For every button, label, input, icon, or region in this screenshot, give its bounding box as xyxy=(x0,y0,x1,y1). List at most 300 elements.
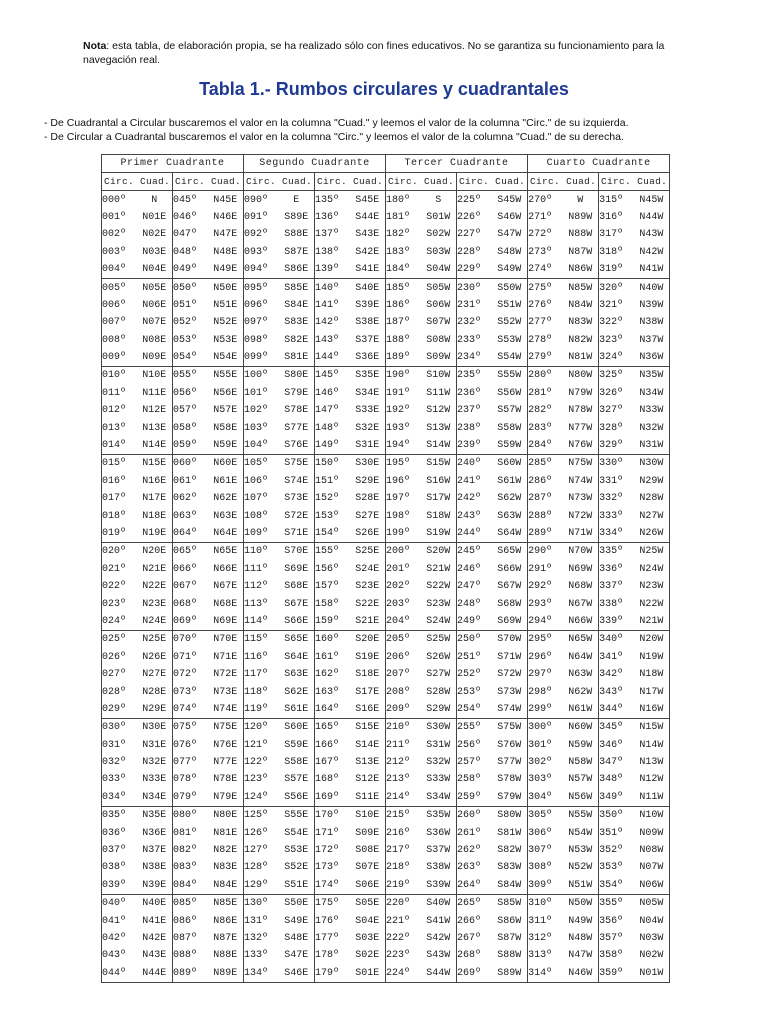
circ-cell: 246º xyxy=(457,561,492,578)
cuad-cell: S21E xyxy=(350,613,386,631)
cuad-cell: N44W xyxy=(634,209,670,226)
circ-cell: 023º xyxy=(102,595,137,612)
circ-cell: 217º xyxy=(386,842,421,859)
circ-cell: 290º xyxy=(528,543,563,561)
table-row xyxy=(102,842,670,859)
cuad-cell: S54W xyxy=(492,349,528,367)
table-row xyxy=(102,719,670,737)
cuad-cell: S02W xyxy=(421,226,457,243)
circ-cell: 085º xyxy=(173,895,208,913)
circ-cell: 233º xyxy=(457,332,492,349)
cuad-cell: N46W xyxy=(563,965,599,983)
circ-cell: 154º xyxy=(315,525,350,543)
circ-cell: 348º xyxy=(599,771,634,788)
cuad-cell: S85W xyxy=(492,895,528,913)
circ-cell: 139º xyxy=(315,261,350,279)
table-row xyxy=(102,437,670,455)
cuad-cell: S53W xyxy=(492,332,528,349)
cuad-cell: N77E xyxy=(208,754,244,771)
circ-cell: 194º xyxy=(386,437,421,455)
cuad-cell: S51W xyxy=(492,297,528,314)
cuad-cell: S59W xyxy=(492,437,528,455)
circ-cell: 122º xyxy=(244,754,279,771)
circ-cell: 073º xyxy=(173,683,208,700)
page-title: Tabla 1.- Rumbos circulares y cuadrantales xyxy=(199,79,569,99)
cuad-cell: S63E xyxy=(279,666,315,683)
circ-cell: 320º xyxy=(599,279,634,297)
circ-cell: 310º xyxy=(528,895,563,913)
cuad-cell: N89W xyxy=(563,209,599,226)
cuad-cell: N40W xyxy=(634,279,670,297)
cuad-cell: N61E xyxy=(208,473,244,490)
cuad-cell: N47W xyxy=(563,947,599,964)
circ-cell: 162º xyxy=(315,666,350,683)
circ-cell: 129º xyxy=(244,877,279,895)
cuad-cell: S88W xyxy=(492,947,528,964)
cuad-cell: S30E xyxy=(350,455,386,473)
circ-cell: 147º xyxy=(315,402,350,419)
cuad-cell: S14E xyxy=(350,737,386,754)
circ-cell: 153º xyxy=(315,507,350,524)
circ-cell: 213º xyxy=(386,771,421,788)
circ-cell: 197º xyxy=(386,490,421,507)
table-row xyxy=(102,209,670,226)
cuad-cell: S08W xyxy=(421,332,457,349)
cuad-cell: N80W xyxy=(563,367,599,385)
cuad-cell: N59W xyxy=(563,737,599,754)
circ-cell: 086º xyxy=(173,912,208,929)
cuad-cell: N42E xyxy=(137,930,173,947)
circ-cell: 124º xyxy=(244,789,279,807)
cuad-header: Cuad. xyxy=(495,176,526,188)
cuad-cell: S61E xyxy=(279,701,315,719)
circ-cell: 155º xyxy=(315,543,350,561)
rumbos-table xyxy=(101,154,670,983)
circ-cell: 097º xyxy=(244,314,279,331)
cuad-cell: S24E xyxy=(350,561,386,578)
circ-cell: 168º xyxy=(315,771,350,788)
cuad-cell: S48E xyxy=(279,930,315,947)
table-row xyxy=(102,543,670,561)
circ-header: Circ. xyxy=(601,176,632,188)
circ-cell: 076º xyxy=(173,737,208,754)
circ-cell: 352º xyxy=(599,842,634,859)
cuad-cell: N72E xyxy=(208,666,244,683)
cuad-cell: S37W xyxy=(421,842,457,859)
circ-cell: 105º xyxy=(244,455,279,473)
circ-cell: 048º xyxy=(173,244,208,261)
cuad-cell: N31W xyxy=(634,437,670,455)
cuad-cell: N65W xyxy=(563,631,599,649)
cuad-cell: N87E xyxy=(208,930,244,947)
circ-cell: 251º xyxy=(457,649,492,666)
cuad-cell: N18E xyxy=(137,507,173,524)
circ-cell: 242º xyxy=(457,490,492,507)
cuad-cell: S47E xyxy=(279,947,315,964)
cuad-cell: S10E xyxy=(350,807,386,825)
circ-cell: 274º xyxy=(528,261,563,279)
table-row xyxy=(102,561,670,578)
circ-cell: 230º xyxy=(457,279,492,297)
cuad-cell: E xyxy=(279,191,315,209)
circ-cell: 270º xyxy=(528,191,563,209)
cuad-cell: N10E xyxy=(137,367,173,385)
cuad-header: Cuad. xyxy=(353,176,384,188)
cuad-cell: N37E xyxy=(137,842,173,859)
circ-cell: 234º xyxy=(457,349,492,367)
cuad-cell: S23W xyxy=(421,595,457,612)
cuad-cell: N21E xyxy=(137,561,173,578)
cuad-cell: S25E xyxy=(350,543,386,561)
circ-cell: 289º xyxy=(528,525,563,543)
circ-cell: 180º xyxy=(386,191,421,209)
cuad-cell: S62E xyxy=(279,683,315,700)
subheader-pair xyxy=(102,173,173,191)
circ-cell: 186º xyxy=(386,297,421,314)
circ-cell: 226º xyxy=(457,209,492,226)
cuad-cell: S26E xyxy=(350,525,386,543)
circ-cell: 204º xyxy=(386,613,421,631)
circ-cell: 299º xyxy=(528,701,563,719)
cuad-cell: S49E xyxy=(279,912,315,929)
circ-cell: 059º xyxy=(173,437,208,455)
cuad-cell: N40E xyxy=(137,895,173,913)
cuad-header: Cuad. xyxy=(566,176,597,188)
circ-cell: 293º xyxy=(528,595,563,612)
circ-cell: 319º xyxy=(599,261,634,279)
circ-cell: 256º xyxy=(457,737,492,754)
circ-cell: 281º xyxy=(528,385,563,402)
circ-cell: 006º xyxy=(102,297,137,314)
cuad-cell: S05E xyxy=(350,895,386,913)
cuad-cell: S23E xyxy=(350,578,386,595)
cuad-cell: N59E xyxy=(208,437,244,455)
cuad-cell: S55E xyxy=(279,807,315,825)
cuad-cell: N32E xyxy=(137,754,173,771)
table-row xyxy=(102,297,670,314)
circ-cell: 247º xyxy=(457,578,492,595)
circ-header: Circ. xyxy=(174,176,205,188)
circ-cell: 113º xyxy=(244,595,279,612)
circ-cell: 026º xyxy=(102,649,137,666)
table-row xyxy=(102,754,670,771)
table-row xyxy=(102,314,670,331)
circ-cell: 208º xyxy=(386,683,421,700)
cuad-cell: N41E xyxy=(137,912,173,929)
circ-cell: 176º xyxy=(315,912,350,929)
circ-cell: 034º xyxy=(102,789,137,807)
cuad-cell: N20W xyxy=(634,631,670,649)
circ-cell: 110º xyxy=(244,543,279,561)
circ-cell: 013º xyxy=(102,419,137,436)
cuad-cell: S09W xyxy=(421,349,457,367)
subheader-pair xyxy=(386,173,457,191)
circ-cell: 071º xyxy=(173,649,208,666)
circ-cell: 219º xyxy=(386,877,421,895)
cuad-cell: N89E xyxy=(208,965,244,983)
table-row xyxy=(102,367,670,385)
circ-cell: 209º xyxy=(386,701,421,719)
cuad-cell: S47W xyxy=(492,226,528,243)
cuad-cell: N21W xyxy=(634,613,670,631)
circ-cell: 063º xyxy=(173,507,208,524)
circ-cell: 340º xyxy=(599,631,634,649)
circ-cell: 224º xyxy=(386,965,421,983)
circ-header: Circ. xyxy=(317,176,348,188)
circ-cell: 260º xyxy=(457,807,492,825)
table-row xyxy=(102,349,670,367)
cuad-cell: S74E xyxy=(279,473,315,490)
circ-cell: 325º xyxy=(599,367,634,385)
circ-cell: 240º xyxy=(457,455,492,473)
circ-cell: 268º xyxy=(457,947,492,964)
circ-cell: 002º xyxy=(102,226,137,243)
circ-cell: 057º xyxy=(173,402,208,419)
circ-cell: 019º xyxy=(102,525,137,543)
cuad-cell: N57W xyxy=(563,771,599,788)
cuad-cell: N58W xyxy=(563,754,599,771)
circ-cell: 146º xyxy=(315,385,350,402)
quadrant-header-row xyxy=(102,155,670,173)
circ-cell: 314º xyxy=(528,965,563,983)
cuad-cell: S18E xyxy=(350,666,386,683)
cuad-cell: N36W xyxy=(634,349,670,367)
circ-cell: 349º xyxy=(599,789,634,807)
circ-cell: 189º xyxy=(386,349,421,367)
circ-cell: 331º xyxy=(599,473,634,490)
cuad-cell: S66W xyxy=(492,561,528,578)
table-row xyxy=(102,701,670,719)
circ-header: Circ. xyxy=(459,176,490,188)
cuad-cell: S33E xyxy=(350,402,386,419)
circ-cell: 043º xyxy=(102,947,137,964)
circ-cell: 052º xyxy=(173,314,208,331)
cuad-cell: N16W xyxy=(634,701,670,719)
cuad-cell: N36E xyxy=(137,824,173,841)
table-row xyxy=(102,737,670,754)
circ-cell: 116º xyxy=(244,649,279,666)
cuad-cell: N82W xyxy=(563,332,599,349)
circ-cell: 099º xyxy=(244,349,279,367)
cuad-cell: S38W xyxy=(421,859,457,876)
cuad-cell: S35W xyxy=(421,807,457,825)
table-row xyxy=(102,191,670,209)
circ-cell: 087º xyxy=(173,930,208,947)
circ-cell: 358º xyxy=(599,947,634,964)
cuad-header: Cuad. xyxy=(211,176,242,188)
cuad-cell: N20E xyxy=(137,543,173,561)
circ-header: Circ. xyxy=(245,176,276,188)
circ-cell: 008º xyxy=(102,332,137,349)
cuad-cell: S27E xyxy=(350,507,386,524)
cuad-cell: N35E xyxy=(137,807,173,825)
cuad-cell: N70W xyxy=(563,543,599,561)
cuad-cell: N54W xyxy=(563,824,599,841)
cuad-cell: N73W xyxy=(563,490,599,507)
circ-cell: 018º xyxy=(102,507,137,524)
table-row xyxy=(102,771,670,788)
circ-cell: 271º xyxy=(528,209,563,226)
circ-cell: 082º xyxy=(173,842,208,859)
cuad-cell: N74E xyxy=(208,701,244,719)
circ-cell: 047º xyxy=(173,226,208,243)
cuad-cell: N71W xyxy=(563,525,599,543)
rumbos-table-body xyxy=(102,191,670,983)
cuad-cell: S39E xyxy=(350,297,386,314)
cuad-cell: N81E xyxy=(208,824,244,841)
circ-cell: 318º xyxy=(599,244,634,261)
circ-cell: 357º xyxy=(599,930,634,947)
table-row xyxy=(102,455,670,473)
circ-cell: 012º xyxy=(102,402,137,419)
circ-cell: 258º xyxy=(457,771,492,788)
circ-cell: 222º xyxy=(386,930,421,947)
circ-cell: 264º xyxy=(457,877,492,895)
cuad-cell: N xyxy=(137,191,173,209)
circ-cell: 279º xyxy=(528,349,563,367)
circ-cell: 102º xyxy=(244,402,279,419)
circ-cell: 344º xyxy=(599,701,634,719)
circ-cell: 228º xyxy=(457,244,492,261)
circ-cell: 345º xyxy=(599,719,634,737)
circ-header: Circ. xyxy=(388,176,419,188)
cuad-cell: S27W xyxy=(421,666,457,683)
cuad-cell: N19W xyxy=(634,649,670,666)
table-row xyxy=(102,578,670,595)
cuad-cell: S71E xyxy=(279,525,315,543)
cuad-cell: S75W xyxy=(492,719,528,737)
circ-cell: 311º xyxy=(528,912,563,929)
circ-cell: 356º xyxy=(599,912,634,929)
circ-cell: 315º xyxy=(599,191,634,209)
circ-cell: 272º xyxy=(528,226,563,243)
circ-cell: 179º xyxy=(315,965,350,983)
cuad-cell: N53E xyxy=(208,332,244,349)
cuad-cell: S04E xyxy=(350,912,386,929)
cuad-cell: N52E xyxy=(208,314,244,331)
cuad-cell: N07E xyxy=(137,314,173,331)
circ-cell: 227º xyxy=(457,226,492,243)
cuad-cell: S65E xyxy=(279,631,315,649)
circ-cell: 273º xyxy=(528,244,563,261)
circ-cell: 149º xyxy=(315,437,350,455)
cuad-cell: S79W xyxy=(492,789,528,807)
circ-cell: 030º xyxy=(102,719,137,737)
cuad-cell: S16E xyxy=(350,701,386,719)
cuad-cell: N19E xyxy=(137,525,173,543)
circ-cell: 211º xyxy=(386,737,421,754)
circ-cell: 339º xyxy=(599,613,634,631)
circ-cell: 261º xyxy=(457,824,492,841)
cuad-cell: N64E xyxy=(208,525,244,543)
cuad-cell: N49E xyxy=(208,261,244,279)
cuad-cell: S52W xyxy=(492,314,528,331)
cuad-cell: S31E xyxy=(350,437,386,455)
circ-cell: 068º xyxy=(173,595,208,612)
cuad-cell: N83W xyxy=(563,314,599,331)
subheader-pair xyxy=(599,173,670,191)
cuad-cell: S41W xyxy=(421,912,457,929)
cuad-cell: S03E xyxy=(350,930,386,947)
circ-cell: 062º xyxy=(173,490,208,507)
circ-cell: 141º xyxy=(315,297,350,314)
cuad-cell: N39E xyxy=(137,877,173,895)
cuad-cell: S41E xyxy=(350,261,386,279)
cuad-cell: S89E xyxy=(279,209,315,226)
circ-cell: 089º xyxy=(173,965,208,983)
circ-cell: 334º xyxy=(599,525,634,543)
cuad-cell: N88E xyxy=(208,947,244,964)
cuad-cell: S80E xyxy=(279,367,315,385)
circ-cell: 010º xyxy=(102,367,137,385)
circ-cell: 203º xyxy=(386,595,421,612)
circ-cell: 027º xyxy=(102,666,137,683)
cuad-cell: S86E xyxy=(279,261,315,279)
cuad-cell: N60W xyxy=(563,719,599,737)
cuad-cell: N12W xyxy=(634,771,670,788)
circ-cell: 267º xyxy=(457,930,492,947)
circ-cell: 177º xyxy=(315,930,350,947)
cuad-cell: S24W xyxy=(421,613,457,631)
cuad-cell: N64W xyxy=(563,649,599,666)
cuad-cell: N30W xyxy=(634,455,670,473)
cuad-cell: S29W xyxy=(421,701,457,719)
cuad-cell: S85E xyxy=(279,279,315,297)
table-row xyxy=(102,930,670,947)
circ-cell: 327º xyxy=(599,402,634,419)
cuad-cell: N17W xyxy=(634,683,670,700)
circ-cell: 117º xyxy=(244,666,279,683)
circ-cell: 191º xyxy=(386,385,421,402)
circ-cell: 350º xyxy=(599,807,634,825)
cuad-cell: N75E xyxy=(208,719,244,737)
circ-cell: 184º xyxy=(386,261,421,279)
cuad-cell: S49W xyxy=(492,261,528,279)
cuad-cell: S55W xyxy=(492,367,528,385)
circ-cell: 045º xyxy=(173,191,208,209)
cuad-cell: S87E xyxy=(279,244,315,261)
circ-cell: 185º xyxy=(386,279,421,297)
circ-cell: 276º xyxy=(528,297,563,314)
cuad-cell: N76E xyxy=(208,737,244,754)
circ-cell: 079º xyxy=(173,789,208,807)
cuad-cell: S30W xyxy=(421,719,457,737)
cuad-cell: S01W xyxy=(421,209,457,226)
table-row xyxy=(102,261,670,279)
circ-cell: 040º xyxy=(102,895,137,913)
cuad-cell: S68E xyxy=(279,578,315,595)
circ-cell: 094º xyxy=(244,261,279,279)
circ-cell: 284º xyxy=(528,437,563,455)
circ-cell: 072º xyxy=(173,666,208,683)
cuad-cell: N76W xyxy=(563,437,599,455)
cuad-cell: S88E xyxy=(279,226,315,243)
cuad-cell: N09W xyxy=(634,824,670,841)
cuad-cell: S31W xyxy=(421,737,457,754)
circ-cell: 254º xyxy=(457,701,492,719)
circ-cell: 202º xyxy=(386,578,421,595)
circ-cell: 096º xyxy=(244,297,279,314)
table-row xyxy=(102,965,670,983)
circ-cell: 190º xyxy=(386,367,421,385)
circ-cell: 137º xyxy=(315,226,350,243)
cuad-cell: S44W xyxy=(421,965,457,983)
circ-cell: 123º xyxy=(244,771,279,788)
cuad-cell: N78W xyxy=(563,402,599,419)
circ-cell: 303º xyxy=(528,771,563,788)
circ-cell: 333º xyxy=(599,507,634,524)
cuad-cell: S28E xyxy=(350,490,386,507)
